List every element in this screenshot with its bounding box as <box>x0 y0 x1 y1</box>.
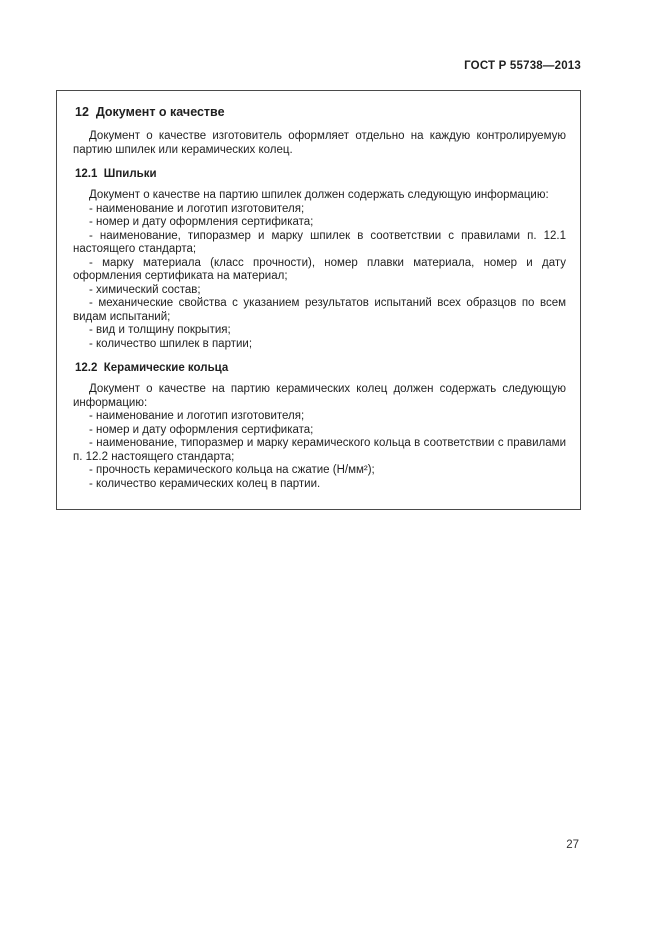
doc-code-header: ГОСТ Р 55738—2013 <box>464 60 581 72</box>
section-12-title: 12 Документ о качестве <box>75 105 225 119</box>
subsection-12-1-lead: Документ о качестве на партию шпилек должен содержать следующую информацию: <box>89 189 549 201</box>
list-item: - наименование и логотип изготовителя; <box>89 202 305 215</box>
list-item: - количество шпилек в партии; <box>89 337 253 350</box>
list-item: - номер и дату оформления сертификата; <box>89 216 314 228</box>
list-item: - механические свойства с указанием результатов испытаний всех образцов по всем видам испытаний; <box>73 297 566 323</box>
subsection-12-1-title: 12.1 Шпильки <box>75 168 157 180</box>
content-box <box>56 90 581 510</box>
list-item: - наименование и логотип изготовителя; <box>89 410 305 422</box>
page-number: 27 <box>566 839 579 851</box>
list-item: - наименование, типоразмер и марку шпилек в соответствии с правилами п. 12.1 настоящего стандарта; <box>73 229 566 255</box>
list-item: - номер и дату оформления сертификата; <box>89 423 314 436</box>
list-item: - количество керамических колец в партии. <box>89 477 321 490</box>
intro-paragraph: Документ о качестве изготовитель оформляет отдельно на каждую контролируемую партию шпилек или керамических колец. <box>73 130 566 156</box>
subsection-12-2-lead: Документ о качестве на партию керамических колец должен содержать следующую информацию: <box>73 383 566 409</box>
list-item: - прочность керамического кольца на сжатие (Н/мм²); <box>89 464 375 476</box>
list-item: - химический состав; <box>89 283 201 296</box>
list-item: - марку материала (класс прочности), номер плавки материала, номер и дату оформления сертификата на материал; <box>73 256 566 282</box>
list-item: - вид и толщину покрытия; <box>89 324 231 336</box>
subsection-12-2-title: 12.2 Керамические кольца <box>75 362 229 374</box>
list-item: - наименование, типоразмер и марку керамического кольца в соответствии с правилами п. 12.2 настоящего стандарта; <box>73 437 566 463</box>
